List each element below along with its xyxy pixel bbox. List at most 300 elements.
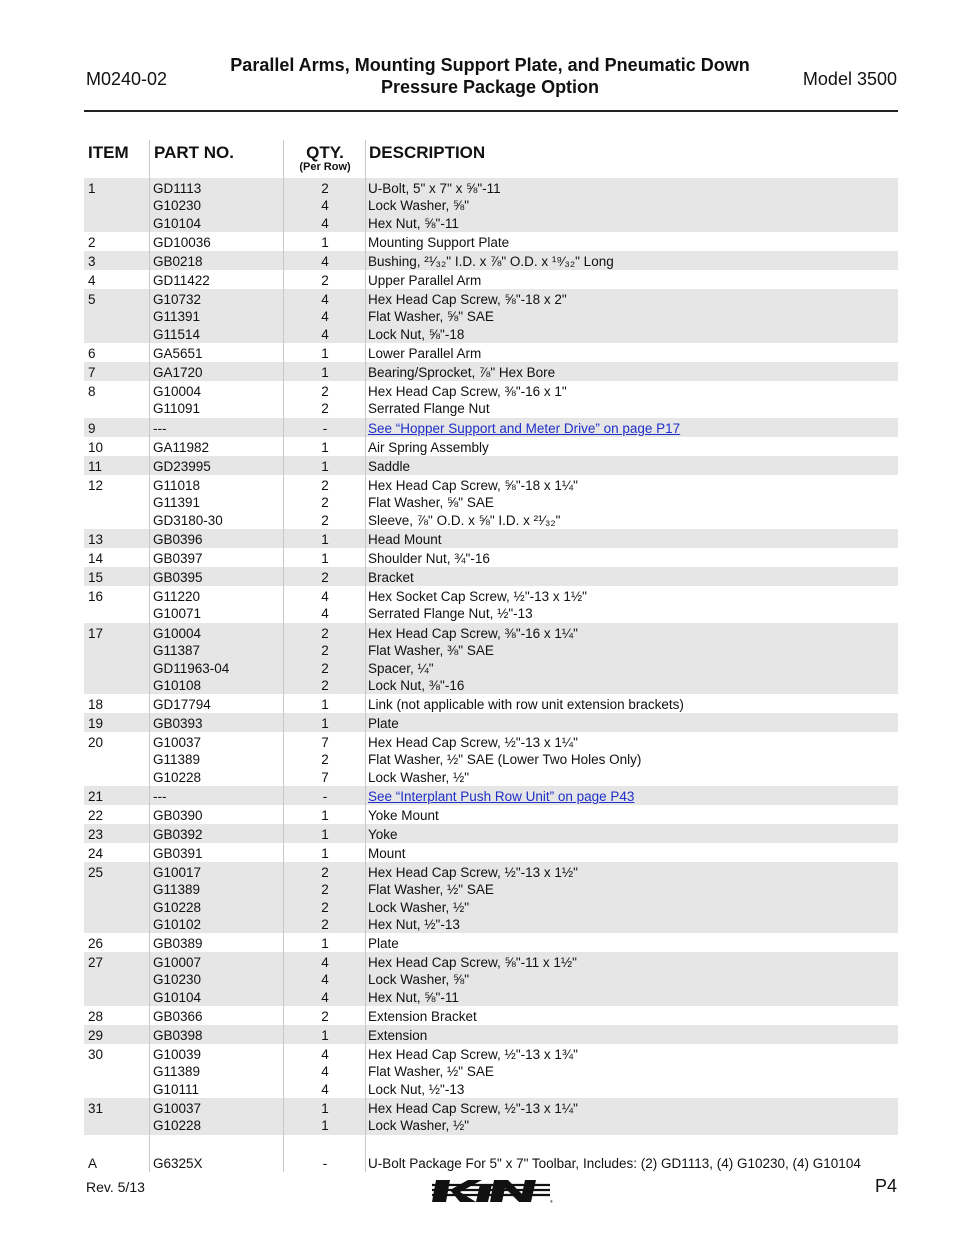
quantity: 2 <box>321 752 329 768</box>
part-number: G11018 <box>153 478 201 493</box>
descriptions <box>368 550 490 567</box>
item-number: 21 <box>88 789 104 804</box>
description: Hex Head Cap Screw, ⅝"-11 x 1½" <box>368 955 577 970</box>
quantities <box>286 550 364 567</box>
page-title-line1: Parallel Arms, Mounting Support Plate, and Pneumatic Down <box>230 55 750 75</box>
part-number: G10004 <box>153 384 202 399</box>
part-number: G10104 <box>153 215 202 231</box>
description: Air Spring Assembly <box>368 440 489 455</box>
descriptions <box>368 253 614 270</box>
quantity: 2 <box>321 660 329 676</box>
item-number: 15 <box>88 570 104 585</box>
quantity: 1 <box>321 808 329 823</box>
description: Serrated Flange Nut, ½"-13 <box>368 606 533 622</box>
quantity: 4 <box>321 972 329 988</box>
description: Extension <box>368 1028 428 1043</box>
description: Hex Nut, ½"-13 <box>368 916 460 932</box>
part-number: GB0366 <box>153 1009 203 1024</box>
item-number: A <box>88 1156 98 1171</box>
quantities <box>286 1155 364 1172</box>
part-numbers <box>153 364 203 381</box>
part-numbers <box>153 291 201 343</box>
doc-number: M0240-02 <box>86 69 168 89</box>
part-number: GD10036 <box>153 235 211 250</box>
item-number: 22 <box>88 808 104 823</box>
item-number: 24 <box>88 846 104 861</box>
part-number: G10039 <box>153 1047 202 1062</box>
part-number: G11391 <box>153 495 201 511</box>
part-number: G10228 <box>153 1118 202 1134</box>
description: Flat Washer, ⅝" SAE <box>368 495 494 511</box>
part-number: G10037 <box>153 735 202 750</box>
part-numbers <box>153 845 203 862</box>
part-numbers <box>153 1046 201 1098</box>
descriptions <box>368 1155 861 1172</box>
item-number: 1 <box>88 181 96 196</box>
part-number: G10732 <box>153 292 202 307</box>
part-numbers <box>153 1100 201 1135</box>
description: U-Bolt Package For 5" x 7" Toolbar, Includes: (2) GD1113, (4) G10230, (4) G10104 <box>368 1156 861 1171</box>
quantity: 2 <box>321 643 329 659</box>
quantity: 1 <box>321 936 329 951</box>
part-number: GD23995 <box>153 459 211 474</box>
description: Flat Washer, ⅝" SAE <box>368 309 494 325</box>
descriptions <box>368 272 481 289</box>
table-row <box>84 1153 898 1172</box>
quantities <box>286 458 364 475</box>
quantities <box>286 439 364 456</box>
part-numbers <box>153 458 211 475</box>
description: Hex Head Cap Screw, ½"-13 x 1¼" <box>368 735 578 750</box>
quantities <box>286 364 364 381</box>
part-numbers <box>153 826 203 843</box>
descriptions <box>368 180 501 232</box>
quantity: - <box>322 421 328 436</box>
quantity: 2 <box>321 899 329 915</box>
description: Upper Parallel Arm <box>368 273 482 288</box>
part-number: G11514 <box>153 326 201 342</box>
part-number: GB0392 <box>153 827 203 842</box>
quantity: 2 <box>321 401 329 417</box>
table-row <box>84 548 898 567</box>
quantities <box>286 420 364 437</box>
table-row <box>84 343 898 362</box>
part-number: GD11422 <box>153 273 210 288</box>
table-row <box>84 952 898 1006</box>
table-row <box>84 586 898 623</box>
quantities <box>286 734 364 786</box>
quantity: 2 <box>321 384 329 399</box>
item-number: 5 <box>88 292 96 307</box>
quantity: 4 <box>321 589 329 604</box>
quantity: 1 <box>321 459 329 474</box>
part-numbers <box>153 788 167 805</box>
table-row <box>84 1044 898 1098</box>
quantities <box>286 477 364 529</box>
table-row <box>84 824 898 843</box>
quantity: 1 <box>321 1028 329 1043</box>
part-numbers <box>153 180 201 232</box>
item-number: 10 <box>88 440 104 455</box>
part-number: GD3180-30 <box>153 512 223 528</box>
quantity: 4 <box>321 1064 329 1080</box>
part-numbers <box>153 1008 203 1025</box>
svg-text:®: ® <box>550 1199 553 1204</box>
column-divider <box>283 140 284 1172</box>
quantity: 4 <box>321 326 329 342</box>
description: Spacer, ¼" <box>368 660 434 676</box>
table-row <box>84 437 898 456</box>
part-number: G10007 <box>153 955 202 970</box>
table-row <box>84 732 898 786</box>
part-number: GB0397 <box>153 551 203 566</box>
part-number: G10071 <box>153 606 202 622</box>
description: Hex Head Cap Screw, ½"-13 x 1¾" <box>368 1047 578 1062</box>
descriptions <box>368 234 509 251</box>
descriptions <box>368 845 406 862</box>
part-numbers <box>153 625 229 694</box>
quantity: 1 <box>321 716 329 731</box>
part-number: G10228 <box>153 899 202 915</box>
part-number: G11389 <box>153 752 201 768</box>
part-numbers <box>153 954 201 1006</box>
descriptions <box>368 383 567 418</box>
table-row <box>84 270 898 289</box>
part-number: G11220 <box>153 589 201 604</box>
part-numbers <box>153 569 203 586</box>
descriptions <box>368 625 578 694</box>
cross-reference-link[interactable]: See “Interplant Push Row Unit” on page P43 <box>368 789 635 804</box>
quantity: 4 <box>321 955 329 970</box>
description: Hex Head Cap Screw, ⅜"-16 x 1¼" <box>368 626 578 641</box>
quantities <box>286 234 364 251</box>
description: Hex Socket Cap Screw, ½"-13 x 1½" <box>368 589 587 604</box>
descriptions <box>368 788 634 805</box>
quantity: 2 <box>321 865 329 880</box>
part-number: GB0395 <box>153 570 203 585</box>
table-row <box>84 475 898 529</box>
part-number: G10017 <box>153 865 202 880</box>
part-number: G11091 <box>153 401 201 417</box>
part-number: GB0218 <box>153 254 203 269</box>
cross-reference-link[interactable]: See “Hopper Support and Meter Drive” on page P17 <box>368 421 681 436</box>
part-number: G10230 <box>153 198 202 214</box>
descriptions <box>368 569 414 586</box>
description: Bushing, ²¹⁄₃₂" I.D. x ⅞" O.D. x ¹⁹⁄₃₂" Long <box>368 254 614 269</box>
descriptions <box>368 364 555 381</box>
quantity: 4 <box>321 292 329 307</box>
description: Hex Head Cap Screw, ⅜"-16 x 1" <box>368 384 567 399</box>
table-row <box>84 232 898 251</box>
quantities <box>286 715 364 732</box>
col-header-description: DESCRIPTION <box>369 143 486 162</box>
quantities <box>286 588 364 623</box>
part-numbers <box>153 531 203 548</box>
part-number: G10111 <box>153 1081 200 1097</box>
column-divider <box>365 140 366 1172</box>
quantities <box>286 807 364 824</box>
item-number: 14 <box>88 551 104 566</box>
description: Flat Washer, ½" SAE (Lower Two Holes Only) <box>368 752 642 768</box>
quantity: 4 <box>321 309 329 325</box>
quantity: 2 <box>321 882 329 898</box>
descriptions <box>368 954 577 1006</box>
description: Bracket <box>368 570 414 585</box>
kinze-logo-graphic <box>430 1176 552 1206</box>
quantity: 4 <box>321 215 329 231</box>
description: Hex Nut, ⅝"-11 <box>368 215 459 231</box>
part-number: G11389 <box>153 1064 201 1080</box>
quantities <box>286 935 364 952</box>
page-title-line2: Pressure Package Option <box>380 77 600 97</box>
description: Extension Bracket <box>368 1009 477 1024</box>
part-numbers <box>153 696 211 713</box>
quantity: 7 <box>321 769 329 785</box>
descriptions <box>368 345 481 362</box>
part-numbers <box>153 1155 203 1172</box>
part-number: GD11963-04 <box>153 660 230 676</box>
table-row <box>84 694 898 713</box>
part-number: G10104 <box>153 989 202 1005</box>
part-numbers <box>153 550 203 567</box>
part-number: G11389 <box>153 882 201 898</box>
item-number: 29 <box>88 1028 104 1043</box>
item-number: 4 <box>88 273 96 288</box>
description: Flat Washer, ⅜" SAE <box>368 643 494 659</box>
description: Head Mount <box>368 532 442 547</box>
quantity: 4 <box>321 989 329 1005</box>
quantity: 1 <box>321 346 329 361</box>
quantity: 1 <box>321 846 329 861</box>
quantities <box>286 345 364 362</box>
table-row <box>84 529 898 548</box>
quantities <box>286 1046 364 1098</box>
item-number: 2 <box>88 235 96 250</box>
part-number: G10228 <box>153 769 202 785</box>
quantity: 2 <box>321 916 329 932</box>
table-row <box>84 623 898 694</box>
quantities <box>286 1027 364 1044</box>
part-numbers <box>153 234 211 251</box>
part-number: GB0396 <box>153 532 203 547</box>
descriptions <box>368 1046 578 1098</box>
descriptions <box>368 420 680 437</box>
item-number: 6 <box>88 346 96 361</box>
table-row <box>84 713 898 732</box>
descriptions <box>368 696 684 713</box>
part-number: GA1720 <box>153 365 203 380</box>
quantity: 4 <box>321 606 329 622</box>
part-number: G10004 <box>153 626 202 641</box>
descriptions <box>368 807 439 824</box>
part-number: GD17794 <box>153 697 211 712</box>
page-number: P4 <box>874 1176 897 1196</box>
part-numbers <box>153 588 201 623</box>
part-number: GB0389 <box>153 936 203 951</box>
part-number: GB0398 <box>153 1028 203 1043</box>
part-numbers <box>153 807 203 824</box>
descriptions <box>368 588 587 623</box>
column-divider <box>149 140 150 1172</box>
description: Lock Washer, ½" <box>368 1118 470 1134</box>
quantities <box>286 383 364 418</box>
quantity: 2 <box>321 677 329 693</box>
descriptions <box>368 458 410 475</box>
part-number: GA5651 <box>153 346 203 361</box>
quantities <box>286 569 364 586</box>
part-number: G10102 <box>153 916 202 932</box>
part-number: G11387 <box>153 643 201 659</box>
item-number: 17 <box>88 626 104 641</box>
description: Hex Head Cap Screw, ½"-13 x 1¼" <box>368 1101 578 1116</box>
quantity: 2 <box>321 512 329 528</box>
table-row <box>84 381 898 418</box>
table-row <box>84 289 898 343</box>
part-number: G11391 <box>153 309 201 325</box>
part-numbers <box>153 383 201 418</box>
item-number: 28 <box>88 1009 104 1024</box>
quantity: 1 <box>321 827 329 842</box>
description: Lower Parallel Arm <box>368 346 482 361</box>
table-row <box>84 862 898 933</box>
part-numbers <box>153 864 201 933</box>
table-row <box>84 251 898 270</box>
part-numbers <box>153 715 203 732</box>
part-numbers <box>153 935 203 952</box>
item-number: 13 <box>88 532 104 547</box>
description: U-Bolt, 5" x 7" x ⅝"-11 <box>368 181 501 196</box>
item-number: 11 <box>88 459 103 474</box>
part-numbers <box>153 272 210 289</box>
item-number: 7 <box>88 365 96 380</box>
part-numbers <box>153 439 209 456</box>
quantity: 1 <box>321 697 329 712</box>
description: Lock Washer, ⅝" <box>368 972 470 988</box>
descriptions <box>368 1027 427 1044</box>
table-row <box>84 456 898 475</box>
description: Shoulder Nut, ¾"-16 <box>368 551 490 566</box>
item-number: 12 <box>88 478 104 493</box>
description: Saddle <box>368 459 411 474</box>
item-number: 3 <box>88 254 96 269</box>
description: Bearing/Sprocket, ⅞" Hex Bore <box>368 365 556 380</box>
descriptions <box>368 715 399 732</box>
item-number: 27 <box>88 955 104 970</box>
part-number: G10037 <box>153 1101 202 1116</box>
quantities <box>286 625 364 694</box>
description: Lock Washer, ½" <box>368 769 470 785</box>
quantity: 1 <box>321 551 329 566</box>
part-number: G10108 <box>153 677 202 693</box>
quantity: 1 <box>321 235 329 250</box>
part-number: --- <box>153 789 167 804</box>
item-number: 8 <box>88 384 96 399</box>
description: Plate <box>368 716 399 731</box>
quantity: 2 <box>321 181 329 196</box>
part-numbers <box>153 420 167 437</box>
item-number: 20 <box>88 735 104 750</box>
quantity: 2 <box>321 626 329 641</box>
table-row <box>84 933 898 952</box>
descriptions <box>368 291 567 343</box>
part-number: GA11982 <box>153 440 210 455</box>
quantities <box>286 272 364 289</box>
quantity: 1 <box>321 1101 329 1116</box>
description: Lock Nut, ⅜"-16 <box>368 677 465 693</box>
quantity: 4 <box>321 198 329 214</box>
part-number: G10230 <box>153 972 202 988</box>
quantity: 1 <box>321 365 329 380</box>
description: Yoke <box>368 827 398 842</box>
item-number: 26 <box>88 936 104 951</box>
quantities <box>286 845 364 862</box>
description: Hex Head Cap Screw, ⅝"-18 x 2" <box>368 292 567 307</box>
kinze-logo <box>430 1176 552 1211</box>
quantity: 2 <box>321 495 329 511</box>
description: Link (not applicable with row unit extension brackets) <box>368 697 684 712</box>
description: Hex Head Cap Screw, ½"-13 x 1½" <box>368 865 578 880</box>
quantities <box>286 253 364 270</box>
description: Hex Head Cap Screw, ⅝"-18 x 1¼" <box>368 478 578 493</box>
item-number: 31 <box>88 1101 104 1116</box>
table-row <box>84 1025 898 1044</box>
description: Lock Washer, ⅝" <box>368 198 470 214</box>
description: Mounting Support Plate <box>368 235 510 250</box>
description: Serrated Flange Nut <box>368 401 490 417</box>
item-number: 25 <box>88 865 104 880</box>
item-number: 9 <box>88 421 96 436</box>
item-number: 16 <box>88 589 104 604</box>
descriptions <box>368 864 578 933</box>
table-row <box>84 567 898 586</box>
quantity: 2 <box>321 478 329 493</box>
descriptions <box>368 935 399 952</box>
item-number: 23 <box>88 827 104 842</box>
item-number: 18 <box>88 697 104 712</box>
quantities <box>286 531 364 548</box>
descriptions <box>368 826 398 843</box>
quantity: 1 <box>321 1118 329 1134</box>
description: Lock Washer, ½" <box>368 899 470 915</box>
quantity: 4 <box>321 254 329 269</box>
table-row <box>84 805 898 824</box>
table-row <box>84 1098 898 1135</box>
part-number: GB0393 <box>153 716 203 731</box>
description: Hex Nut, ⅝"-11 <box>368 989 459 1005</box>
quantity: 7 <box>321 735 329 750</box>
quantities <box>286 864 364 933</box>
quantities <box>286 696 364 713</box>
description: Flat Washer, ½" SAE <box>368 882 494 898</box>
table-row <box>84 786 898 805</box>
quantity: 2 <box>321 570 329 585</box>
part-numbers <box>153 253 203 270</box>
col-header-part: PART NO. <box>154 143 234 162</box>
descriptions <box>368 477 578 529</box>
description: Sleeve, ⅞" O.D. x ⅝" I.D. x ²¹⁄₃₂" <box>368 512 561 528</box>
quantity: 2 <box>321 273 329 288</box>
table-row <box>84 418 898 437</box>
quantity: 1 <box>321 440 329 455</box>
description: Plate <box>368 936 399 951</box>
quantities <box>286 826 364 843</box>
description: Mount <box>368 846 406 861</box>
part-number: GB0390 <box>153 808 203 823</box>
table-row <box>84 362 898 381</box>
part-number: GB0391 <box>153 846 203 861</box>
descriptions <box>368 439 489 456</box>
descriptions <box>368 531 442 548</box>
